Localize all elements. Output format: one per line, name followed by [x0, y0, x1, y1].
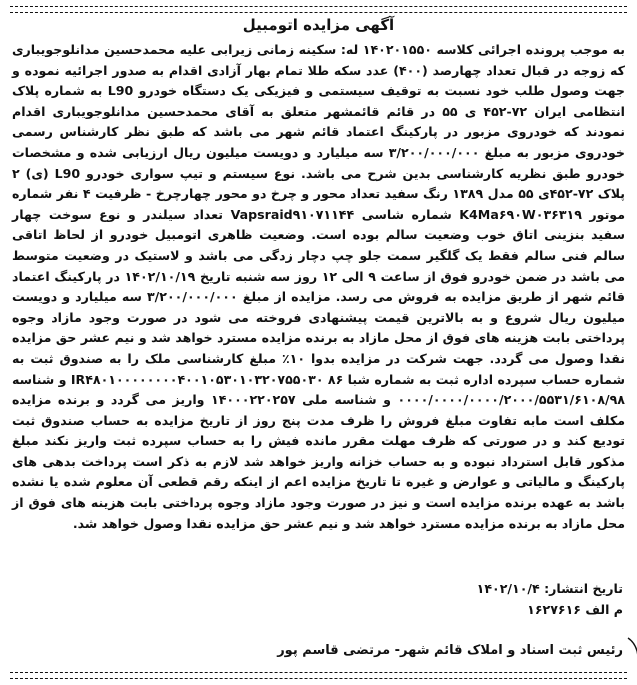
- notice-meta: [477, 579, 623, 620]
- signature-line: رئیس ثبت اسناد و املاک قائم شهر- مرتضی قاسم پور: [277, 643, 623, 658]
- bottom-divider: [10, 672, 627, 679]
- pen-stroke-mark: [626, 636, 637, 658]
- publish-date: تاریخ انتشار: ۱۴۰۲/۱۰/۴: [476, 581, 623, 596]
- notice-frame: [6, 6, 631, 679]
- reference-code: م الف ۱۶۲۷۶۱۶: [527, 601, 623, 617]
- top-divider: [10, 6, 627, 13]
- notice-title: آگهی مزایده اتومبیل: [242, 16, 395, 34]
- notice-body: به موجب پرونده اجرائی کلاسه ۱۴۰۲۰۱۵۵۰ له: سکینه زمانی زیرابی علیه محمدحسین مدانلوجویباری که زوجه در قبال تعداد چهارصد (۴۰۰) عدد سکه طلا تمام بهار آزادی اقدام به صدور اجرائیه نموده و جهت وصول طلب خود نسبت به توقیف سیستمی و فیزیکی یک دستگاه خودرو L90 به شماره پلاک انتظامی ایران ۷۲-۴۵۲ ی ۵۵ در قائم قائمشهر متعلق به آقای محمدحسین مدانلوجویباری اقدام نمودند که خودروی مزبور در پارکینگ اعتماد قائم شهر می باشد که طبق نظر کارشناس رسمی خودروی مزبور به مبلغ ۳/۲۰۰/۰۰۰/۰۰۰ سه میلیارد و دویست میلیون ریال ارزیابی شده و مشخصات خودرو طبق نظریه کارشناسی بدین شرح می باشد. نوع سیستم و تیپ سواری خودرو L90 (ی) ۲ پلاک ۷۲-۴۵۲ی ۵۵ مدل ۱۳۸۹ رنگ سفید تعداد محور و چرخ دو محور چهارچرخ - ظرفیت ۴ نفر شماره موتور K4Ma۶۹۰W۰۳۶۳۱۹ شماره شاسی Vapsraid۹۱۰۷۱۱۴۴ تعداد سیلندر و نوع سوخت چهار سفید بنزینی اتاق خوب وضعیت سالم بوده است. وضعیت ظاهری اتومبیل خودرو از لحاظ اتاقی سالم فنی سالم فقط یک گلگیر سمت جلو چپ دچار زدگی می باشد و لاستیک در وضعیت متوسط می باشد در ضمن خودرو فوق از ساعت ۹ الی ۱۲ روز سه شنبه تاریخ ۱۴۰۲/۱۰/۱۹ در پارکینگ اعتماد قائم شهر از طریق مزایده به فروش می رسد. مزایده از مبلغ ۳/۲۰۰/۰۰۰/۰۰۰ سه میلیارد و دویست میلیون ریال شروع و به بالاترین قیمت پیشنهادی فروخته می شود در صورت وجود مازاد وجوه پرداختی بابت هزینه های فوق از محل مازاد به برنده مزایده مسترد خواهد شد و نیم عشر حق مزایده نقدا وصول می گردد. جهت شرکت در مزایده بدوا ۱۰٪ مبلغ کارشناسی ملک را به صندوق ثبت به شماره حساب سپرده اداره ثبت به شماره شبا IR۴۸۰۱۰۰۰۰۰۰۰۰۴۰۰۱۰۵۳۰۱۰۳۲۰۷۵۵۰۳۰ ۸۶ و شناسه ۰۰۰۰/۰۰۰۰/۰۰۰۰/۲۰۰۰/۵۵۳۱/۶۱۰۸/۹۸ و شناسه ملی ۱۴۰۰۰۲۲۰۲۵۷ واریز می گردد و برنده مزایده مکلف است مابه تفاوت مبلغ فروش را ظرف مدت پنج روز از تاریخ مزایده به حساب صندوق ثبت تودیع کند و در صورتی که ظرف مهلت مقرر مانده فیش را به حساب سپرده ثبت واریز نکند مبلغ مذکور قابل استرداد نبوده و به حساب خزانه واریز خواهد شد لازم به ذکر است پرداخت بدهی های پارکینگ و مالیاتی و عوارض و غیره تا تاریخ مزایده اعم از اینکه رقم قطعی آن معلوم شده یا نشده باشد به عهده برنده مزایده است و نیز در صورت وجود مازاد وجوه پرداختی بابت هزینه های فوق از محل مازاد به برنده مزایده مسترد خواهد شد و نیم عشر حق مزایده نقدا وصول خواهد شد.: [11, 42, 626, 531]
